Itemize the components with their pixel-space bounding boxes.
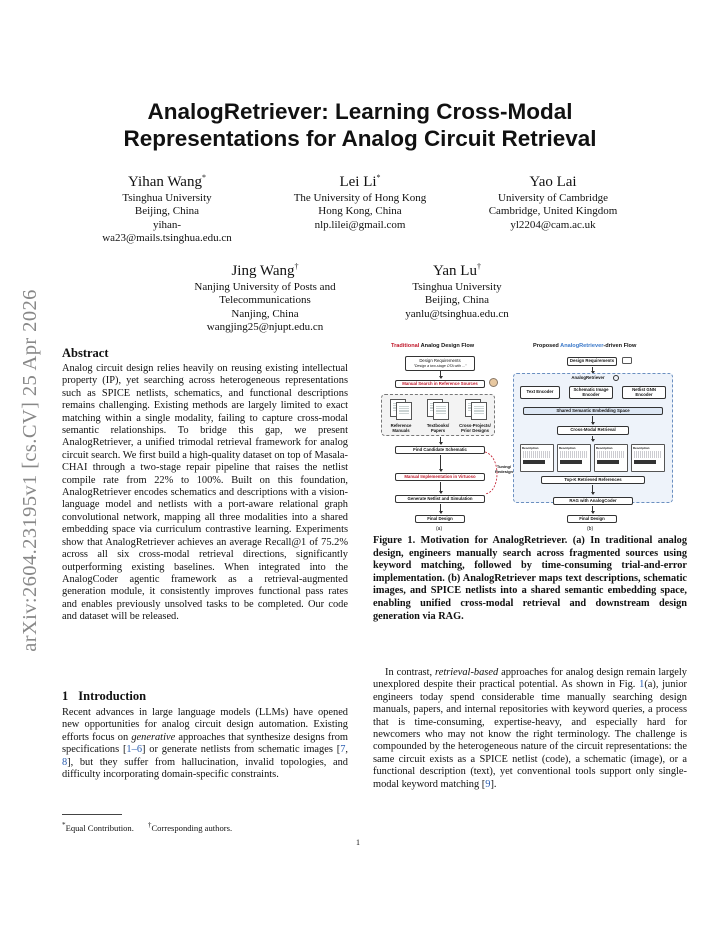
text-run: Recent advances in large language models (LLMs) have opened new opportunities for analog circuit design automation. Existing efforts focus on xyxy=(62,707,348,743)
text-run: , xyxy=(345,744,348,756)
text-encoder-box: Text Encoder xyxy=(520,386,560,399)
caption-label: Figure 1. Motivation for AnalogRetriever. xyxy=(373,535,568,546)
author-email: yl2204@cam.ac.uk xyxy=(510,218,596,231)
author-name: Yan Lu xyxy=(433,263,477,279)
schematic-encoder-box: Schematic Image Encoder xyxy=(569,386,613,399)
figure-reference-link[interactable]: 1 xyxy=(639,679,645,691)
flow-arrow xyxy=(592,436,593,441)
footnote-mark: † xyxy=(147,821,152,829)
card-label: Description xyxy=(522,446,539,450)
caption-text: (a) In traditional analog design, engineers manually search across fragmented sources using keyword matching, followed by time-consuming trial-and-error implementation. (b) AnalogRetriever maps text descriptions, schematic images, and SPICE netlists into a shared semantic embedding space, enabling unified cross-modal retrieval and downstream design generation via RAG. xyxy=(373,535,687,622)
section-title: Introduction xyxy=(78,689,147,703)
title-line-1: AnalogRetriever: Learning Cross-Modal xyxy=(147,99,573,124)
author-affiliation: University of Cambridge xyxy=(498,192,608,204)
box-label: Cross-Modal Retrieval xyxy=(570,427,616,433)
person-icon xyxy=(489,378,498,387)
subfigure-tag-a: (a) xyxy=(436,526,443,532)
author-affiliation: Nanjing University of Posts and xyxy=(194,281,336,293)
section-number: 1 xyxy=(62,689,69,703)
heading-blue: AnalogRetriever xyxy=(560,343,604,349)
author-email: yanlu@tsinghua.edu.cn xyxy=(405,307,509,320)
chat-icon xyxy=(622,357,632,364)
design-requirements-box xyxy=(405,356,475,371)
manual-implementation-box: Manual Implementation in Virtuoso xyxy=(395,473,485,481)
text-run: ], but they suffer from hallucination, invalid topologies, and difficulty incorporating domain-specific constraints. xyxy=(62,756,348,781)
cross-projects-label: Cross-Projects/ Prior Designs xyxy=(459,423,491,433)
text-run: (a), junior engineers today spend considerable time manually searching design manuals, papers, and internal repositories with keyword queries, a process that is time-consuming, expertise-heavy, and especially hard for newcomers who may not know the right terminology. The challenge is compounded by the heterogeneous nature of the circuit representations: the same circuit exists as a SPICE netlist (code), a schematic (image), or a functional description (text), yet conventional tools support only single-modal keyword matching [ xyxy=(373,679,687,790)
text-run: ] or generate netlists from schematic images [ xyxy=(142,744,341,756)
subfigure-tag-b: (b) xyxy=(587,526,594,532)
flow-arrow xyxy=(440,437,441,444)
shared-space-box: Shared Semantic Embedding Space xyxy=(523,407,663,415)
cross-modal-retrieval-box xyxy=(557,426,629,435)
author-location: Beijing, China xyxy=(424,294,490,307)
text-run: approaches that synthesize designs from specifications [ xyxy=(62,731,348,756)
abstract-heading: Abstract xyxy=(62,346,109,360)
heading-rest: Analog Design Flow xyxy=(419,343,475,349)
author-block-4 xyxy=(170,257,360,334)
footnote-rule xyxy=(62,814,122,815)
footnote-corresponding: Corresponding authors. xyxy=(151,822,233,833)
page-number: 1 xyxy=(356,838,360,847)
footnote-equal: Equal Contribution. xyxy=(65,822,134,833)
author-email-cont: wa23@mails.tsinghua.edu.cn xyxy=(102,231,232,244)
box-label: Design Requirements xyxy=(419,357,461,363)
design-requirements-box-right: Design Requirements xyxy=(567,357,617,366)
abstract-text: Analog circuit design relies heavily on reusing existing intellectual property (IP), yet searching across heterogeneous representations such as SPICE netlists, schematics, and functional descriptions remains challenging. Existing methods are largely limited to exact matching within a single modality, failing to capture cross-modal semantic relationships. To bridge this gap, we present AnalogRetriever, a unified trimodal retrieval framework for analog circuit search. We first build a high-quality dataset on top of Masala-CHAI through a two-stage repair pipeline that raises the netlist compile rate from 22% to 100%. Built on this foundation, AnalogRetriever encodes schematics and descriptions with a vision-language model and netlists with a port-aware relational graph convolutional network, mapping all three modalities into a shared embedding space via curriculum contrastive learning. Experiments show that AnalogRetriever achieves an average Recall@1 of 75.2% across all six cross-modal retrieval directions, significantly outperforming existing baselines. When integrated into the AnalogCoder agentic framework as a retrieval-augmented generation module, it consistently improves functional pass rates and enables previously unsolved tasks to be completed. Our code and dataset will be released. xyxy=(62,363,348,623)
author-name: Jing Wang xyxy=(231,263,295,279)
flow-arrow xyxy=(440,504,441,513)
citation-link[interactable]: 1–6 xyxy=(126,744,143,756)
flow-arrow xyxy=(440,455,441,471)
figure-caption xyxy=(373,535,687,623)
text-run: approaches for analog design remain largely unexplored despite their practical potential. As shown in Fig. xyxy=(373,667,687,691)
find-candidate-box: Find Candidate Schematic xyxy=(395,446,485,454)
retriever-label: AnalogRetriever xyxy=(571,375,605,380)
citation-link[interactable]: 7 xyxy=(340,744,346,756)
topk-references-box: Top-K Retrieved References xyxy=(541,476,645,484)
author-mark: * xyxy=(376,173,381,182)
card-label: Description xyxy=(633,446,650,450)
text-run: In contrast, xyxy=(385,667,436,678)
author-block-5 xyxy=(362,257,552,321)
author-location: Beijing, China xyxy=(134,205,200,218)
arxiv-stamp: arXiv:2604.23195v1 [cs.CV] 25 Apr 2026 xyxy=(18,288,41,652)
tuning-label: Tuning/ Redesign xyxy=(494,464,513,474)
redesign-loop-arrow xyxy=(483,448,505,500)
retrieved-reference-card xyxy=(557,444,591,472)
rag-analogcoder-box: RAG with AnalogCoder xyxy=(553,497,633,505)
figure-1 xyxy=(373,340,687,532)
document-icon xyxy=(433,402,449,420)
citation-link[interactable]: 9 xyxy=(485,778,491,790)
author-affiliation: Tsinghua University xyxy=(412,281,502,293)
author-mark: * xyxy=(201,173,206,182)
author-block-1 xyxy=(72,168,262,245)
author-block-3 xyxy=(458,168,648,232)
author-affiliation: Tsinghua University xyxy=(122,192,212,204)
ref-manuals-label: Reference Manuals xyxy=(390,423,412,433)
intro-paragraph xyxy=(62,707,348,781)
right-column-paragraph xyxy=(373,667,687,791)
manual-search-box: Manual Search in Reference Sources xyxy=(395,380,485,388)
flow-arrow xyxy=(592,416,593,424)
figure-right-heading xyxy=(533,343,636,349)
emphasis-text: retrieval-based xyxy=(435,667,499,678)
author-affiliation: The University of Hong Kong xyxy=(293,192,427,204)
heading-suffix: -driven Flow xyxy=(603,343,637,349)
flow-arrow xyxy=(440,482,441,493)
card-label: Description xyxy=(559,446,576,450)
emphasis-text: generative xyxy=(131,731,176,743)
author-mark: † xyxy=(294,262,299,271)
author-location: Hong Kong, China xyxy=(318,205,402,218)
card-label: Description xyxy=(596,446,613,450)
box-quote: "Design a two-stage OTA with ..." xyxy=(413,363,467,368)
footnote xyxy=(62,821,232,833)
author-email: yihan- xyxy=(152,218,182,231)
author-email: wangjing25@njupt.edu.cn xyxy=(206,320,324,333)
flow-arrow xyxy=(592,506,593,513)
author-location: Cambridge, United Kingdom xyxy=(488,205,618,218)
heading-prefix: Proposed xyxy=(533,343,561,349)
document-icon xyxy=(396,402,412,420)
author-location: Nanjing, China xyxy=(231,307,299,320)
author-name: Yihan Wang xyxy=(128,174,202,190)
author-name: Lei Li xyxy=(339,174,377,190)
retrieved-reference-card xyxy=(520,444,554,472)
figure-left-heading xyxy=(391,343,474,349)
title-line-2: Representations for Analog Circuit Retrieval xyxy=(123,126,597,151)
author-affiliation-cont: Telecommunications xyxy=(219,294,311,307)
citation-link[interactable]: 8 xyxy=(62,756,68,768)
retrieved-reference-card xyxy=(631,444,665,472)
heading-red: Traditional xyxy=(391,343,420,349)
author-email: nlp.lilei@gmail.com xyxy=(314,218,406,231)
text-run: ]. xyxy=(490,778,497,790)
document-icon xyxy=(471,402,487,420)
author-mark: † xyxy=(476,262,481,271)
retrieved-reference-card xyxy=(594,444,628,472)
paper-title xyxy=(60,98,660,152)
final-design-box-left: Final Design xyxy=(415,515,465,523)
footnote-mark: * xyxy=(62,821,66,829)
section-heading-introduction xyxy=(62,689,146,704)
author-name: Yao Lai xyxy=(529,174,577,190)
generate-netlist-box: Generate Netlist and Simulation xyxy=(395,495,485,503)
arxiv-stamp-area xyxy=(10,255,50,685)
search-icon xyxy=(613,375,619,381)
flow-arrow xyxy=(592,485,593,494)
author-block-2 xyxy=(265,168,455,232)
final-design-box-right: Final Design xyxy=(567,515,617,523)
flow-arrow xyxy=(440,371,441,378)
textbooks-label: Textbooks/ Papers xyxy=(426,423,450,433)
netlist-encoder-box: Netlist GNN Encoder xyxy=(622,386,666,399)
